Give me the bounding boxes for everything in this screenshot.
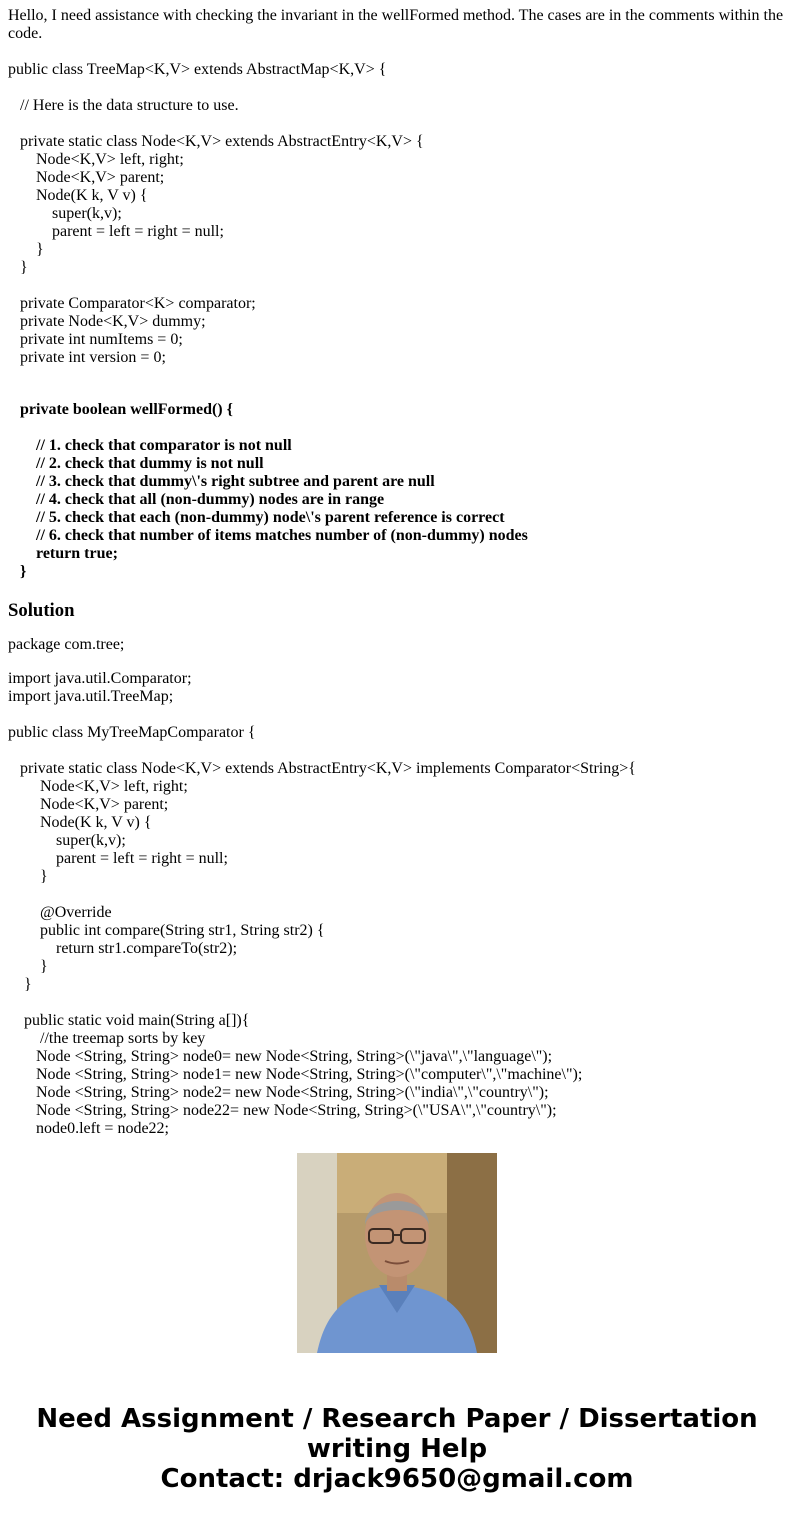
wellformed-method-block bbox=[8, 401, 786, 581]
code-line bbox=[8, 43, 786, 61]
import-line: import java.util.Comparator; bbox=[8, 670, 192, 687]
promo-banner bbox=[0, 1404, 794, 1494]
code-line bbox=[8, 277, 786, 295]
author-photo bbox=[297, 1153, 497, 1353]
code-line: } bbox=[8, 563, 27, 580]
code-line: private static class Node<K,V> extends AbstractEntry<K,V> { bbox=[8, 133, 424, 150]
code-line: } bbox=[8, 976, 32, 993]
code-line: } bbox=[8, 958, 48, 975]
code-line: // 6. check that number of items matches number of (non-dummy) nodes bbox=[8, 527, 528, 544]
code-line bbox=[8, 994, 786, 1012]
import-line: import java.util.TreeMap; bbox=[8, 688, 174, 705]
solution-code-block bbox=[8, 706, 786, 1138]
code-line bbox=[8, 79, 786, 97]
package-line: package com.tree; bbox=[8, 636, 125, 653]
solution-section bbox=[8, 636, 786, 1137]
code-line: Node<K,V> left, right; bbox=[8, 778, 188, 795]
code-line: private Node<K,V> dummy; bbox=[8, 313, 206, 330]
spacer bbox=[8, 367, 786, 401]
code-line: Node<K,V> parent; bbox=[8, 169, 165, 186]
promo-line-2: writing Help bbox=[306, 1434, 488, 1464]
code-line: Node<K,V> left, right; bbox=[8, 151, 184, 168]
code-line: // 2. check that dummy is not null bbox=[8, 455, 264, 472]
code-line: super(k,v); bbox=[8, 205, 122, 222]
code-line: super(k,v); bbox=[8, 832, 126, 849]
code-line: private int version = 0; bbox=[8, 349, 166, 366]
code-line: private boolean wellFormed() { bbox=[8, 401, 233, 418]
code-line: } bbox=[8, 259, 28, 276]
solution-heading: Solution bbox=[8, 600, 75, 621]
code-line: // 4. check that all (non-dummy) nodes are in range bbox=[8, 491, 385, 508]
code-line: @Override bbox=[8, 904, 112, 921]
code-line: parent = left = right = null; bbox=[8, 223, 224, 240]
code-line: // 5. check that each (non-dummy) node\'s parent reference is correct bbox=[8, 509, 505, 526]
code-line: Node(K k, V v) { bbox=[8, 814, 152, 831]
code-line: private static class Node<K,V> extends AbstractEntry<K,V> implements Comparator<String>{ bbox=[8, 760, 636, 777]
code-line: Node <String, String> node22= new Node<String, String>(\"USA\",\"country\"); bbox=[8, 1102, 557, 1119]
code-line bbox=[8, 706, 786, 724]
code-line: return true; bbox=[8, 545, 118, 562]
imports-block bbox=[8, 670, 786, 706]
code-line bbox=[8, 742, 786, 760]
code-line bbox=[8, 419, 786, 437]
code-line: // Here is the data structure to use. bbox=[8, 97, 239, 114]
code-line: public int compare(String str1, String str2) { bbox=[8, 922, 325, 939]
code-line: private Comparator<K> comparator; bbox=[8, 295, 256, 312]
code-line: node0.left = node22; bbox=[8, 1120, 169, 1137]
code-line: parent = left = right = null; bbox=[8, 850, 228, 867]
promo-line-1: Need Assignment / Research Paper / Dissertation bbox=[36, 1404, 758, 1434]
code-line: Node <String, String> node1= new Node<String, String>(\"computer\",\"machine\"); bbox=[8, 1066, 583, 1083]
code-line: Node(K k, V v) { bbox=[8, 187, 148, 204]
author-avatar bbox=[297, 1153, 497, 1353]
code-line: return str1.compareTo(str2); bbox=[8, 940, 238, 957]
code-line bbox=[8, 115, 786, 133]
code-line: Node<K,V> parent; bbox=[8, 796, 169, 813]
code-line: // 3. check that dummy\'s right subtree and parent are null bbox=[8, 473, 435, 490]
code-line: } bbox=[8, 868, 48, 885]
code-line bbox=[8, 886, 786, 904]
code-line: Node <String, String> node0= new Node<String, String>(\"java\",\"language\"); bbox=[8, 1048, 553, 1065]
code-line: } bbox=[8, 241, 44, 258]
code-line: // 1. check that comparator is not null bbox=[8, 437, 292, 454]
question-intro: Hello, I need assistance with checking the invariant in the wellFormed method. The cases are in the comments within the code. bbox=[8, 7, 784, 42]
question-section bbox=[8, 7, 786, 622]
promo-contact: Contact: drjack9650@gmail.com bbox=[160, 1464, 634, 1494]
code-line: public class TreeMap<K,V> extends AbstractMap<K,V> { bbox=[8, 61, 387, 78]
question-code-block bbox=[8, 43, 786, 367]
code-line: //the treemap sorts by key bbox=[8, 1030, 206, 1047]
code-line: private int numItems = 0; bbox=[8, 331, 183, 348]
code-line: Node <String, String> node2= new Node<String, String>(\"india\",\"country\"); bbox=[8, 1084, 549, 1101]
code-line: public static void main(String a[]){ bbox=[8, 1012, 250, 1029]
code-line: public class MyTreeMapComparator { bbox=[8, 724, 256, 741]
